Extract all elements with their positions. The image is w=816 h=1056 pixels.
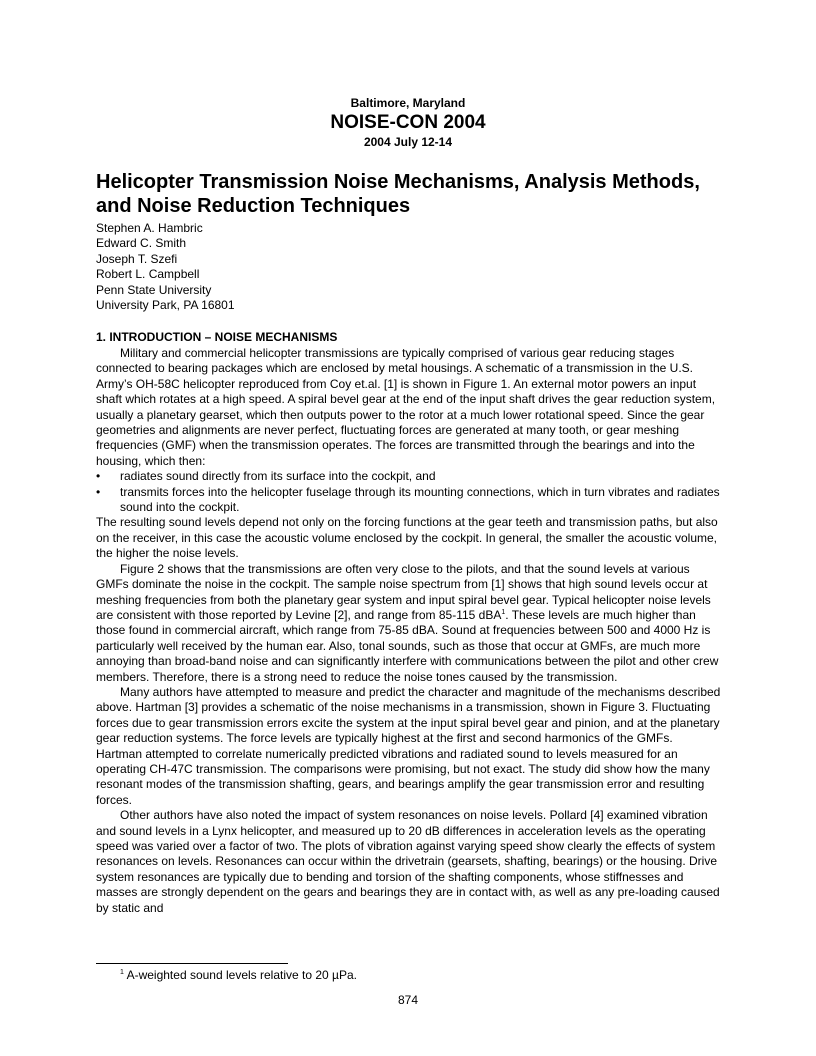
bullet-list	[96, 469, 722, 515]
paragraph-2	[96, 562, 722, 685]
paragraph-2-text-a: Figure 2 shows that the transmissions are often very close to the pilots, and that the sound levels at various GMFs dominate the noise in the cockpit. The sample noise spectrum from [1] shows that high sound levels occur at meshing frequencies from both the planetary gear system and input spiral bevel gear. Typical helicopter noise levels are consistent with those reported by Levine [2], and range from 85-115 dBA	[96, 561, 711, 622]
list-item-text: transmits forces into the helicopter fuselage through its mounting connections, which in turn vibrates and radiates sound into the cockpit.	[120, 484, 720, 515]
paper-title: Helicopter Transmission Noise Mechanisms, Analysis Methods, and Noise Reduction Techniques	[96, 171, 700, 217]
conference-name: NOISE-CON 2004	[330, 112, 486, 133]
paragraph-2-text-b: . These levels are much higher than those found in commercial aircraft, which range from 75-85 dBA. Sound at frequencies between 500 and 4000 Hz is particularly well received by the human ear. Also, tonal sounds, such as those that occur at GMFs, are much more annoying than broad-band noise and can significantly interfere with communications between the pilot and other crew members. Therefore, there is a strong need to reduce the noise tones caused by the transmission.	[96, 607, 719, 684]
footnote-divider	[96, 963, 288, 964]
list-item	[96, 469, 722, 484]
author-name: Joseph T. Szefi	[96, 251, 178, 266]
list-item	[96, 485, 722, 516]
author-affiliation: Penn State University	[96, 282, 212, 297]
list-item-text: radiates sound directly from its surface into the cockpit, and	[120, 469, 436, 484]
footnote-text: A-weighted sound levels relative to 20 µPa.	[126, 968, 357, 982]
author-address: University Park, PA 16801	[96, 298, 235, 313]
paragraph-4: Other authors have also noted the impact of system resonances on noise levels. Pollard [4] examined vibration and sound levels in a Lynx helicopter, and measured up to 20 dB differences in acceleration levels as the operating speed was varied over a factor of two. The plots of vibration against varying speed show clearly the effects of system resonances on levels. Resonances can occur within the drivetrain (gearsets, shafting, bearings) or the housing. Drive system resonances are typically due to bending and torsion of the shafting components, whose stiffnesses and masses are strongly dependent on the gears and bearings they are in contact with, as well as any pre-loading caused by static and	[96, 808, 720, 915]
bullet-glyph: •	[96, 469, 101, 484]
paragraph-3: Many authors have attempted to measure and predict the character and magnitude of the mechanisms described above. Hartman [3] provides a schematic of the noise mechanisms in a transmission, shown in Figure 3. Fluctuating forces due to gear transmission errors excite the system at the input spiral bevel gear and pinion, and at the planetary gear reduction systems. The force levels are typically highest at the first and second harmonics of the GMFs. Hartman attempted to correlate numerically predicted vibrations and radiated sound to levels measured for an operating CH-47C transmission. The comparisons were promising, but not exact. The study did show how the many resonant modes of the transmission shafting, gears, and bearings amplify the gear transmission error and resulting forces.	[96, 684, 721, 807]
body-text	[96, 346, 722, 916]
author-block	[96, 221, 235, 313]
footnote	[120, 968, 357, 982]
conference-date: 2004 July 12-14	[363, 135, 453, 149]
author-name: Robert L. Campbell	[96, 267, 200, 282]
footnote-reference: 1	[501, 608, 506, 616]
section-heading: 1. INTRODUCTION – NOISE MECHANISMS	[96, 330, 338, 344]
page-number: 874	[397, 993, 419, 1007]
paragraph-1: Military and commercial helicopter transmissions are typically comprised of various gear reducing stages connected to bearing packages which are enclosed by metal housings. A schematic of a transmission in the U.S. Army’s OH-58C helicopter reproduced from Coy et.al. [1] is shown in Figure 1. An external motor powers an input shaft which rotates at a high speed. A spiral bevel gear at the end of the input shaft drives the gear reduction system, usually a planetary gearset, which then outputs power to the rotor at a much lower rotational speed. Since the gear geometries and alignments are never perfect, fluctuating forces are generated at many tooth, or gear meshing frequencies (GMF) when the transmission operates. The forces are transmitted through the bearings and into the housing, which then:	[96, 346, 716, 468]
paragraph-1-continued: The resulting sound levels depend not only on the forcing functions at the gear teeth and transmission paths, but also on the receiver, in this case the acoustic volume enclosed by the cockpit. In general, the smaller the acoustic volume, the higher the noise levels.	[96, 515, 718, 561]
conference-location: Baltimore, Maryland	[350, 96, 466, 110]
author-name: Stephen A. Hambric	[96, 221, 203, 235]
author-name: Edward C. Smith	[96, 236, 187, 251]
bullet-glyph: •	[96, 484, 101, 499]
footnote-marker: 1	[120, 969, 124, 976]
